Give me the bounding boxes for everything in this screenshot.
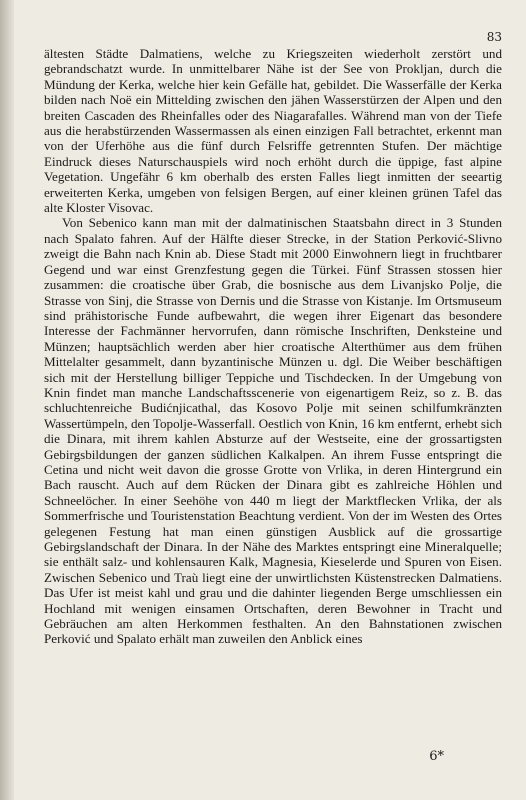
signature-mark: 6* [429, 749, 444, 764]
body-text [44, 46, 502, 647]
page-binding-shadow [0, 0, 14, 800]
paragraph-1: ältesten Städte Dalmatiens, welche zu Kriegszeiten wiederholt zerstört und gebrandschatzt wurde. In unmittelbarer Nähe ist der See von Prokljan, durch die Mündung der Kerka, welche hier kein Gefälle hat, gebildet. Die Wasserfälle der Kerka bilden nach Noë ein Mittelding zwischen den jähen Wasserstürzen der Alpen und den breiten Cascaden des Rheinfalles oder des Niagarafalles. Während man von der Tiefe aus die herabstürzenden Wassermassen als einen einzigen Fall betrachtet, erkennt man von der Uferhöhe aus die fünf durch Felsriffe getrennten Stufen. Der mächtige Eindruck dieses Naturschauspiels wird noch erhöht durch die üppige, fast alpine Vegetation. Ungefähr 6 km oberhalb des ersten Falles liegt inmitten der seeartig erweiterten Kerka, umgeben von felsigen Bergen, auf einer kleinen grünen Tafel das alte Kloster Visovac. [44, 46, 502, 216]
page-number: 83 [486, 30, 502, 44]
paragraph-2: Von Sebenico kann man mit der dalmatinischen Staatsbahn direct in 3 Stunden nach Spalato fahren. Auf der Hälfte dieser Strecke, in der Station Perković-Slivno zweigt die Bahn nach Knin ab. Diese Stadt mit 2000 Einwohnern liegt in fruchtbarer Gegend und war einst Grenzfestung gegen die Türkei. Fünf Strassen stossen hier zusammen: die croatische über Grab, die bosnische aus dem Livanjsko Polje, die Strasse von Sinj, die Strasse von Dernis und die Strasse von Kistanje. Im Ortsmuseum sind prähistorische Funde aufbewahrt, die wegen ihrer Eigenart das besondere Interesse der Fachmänner hervorrufen, dann römische Inschriften, Denksteine und Münzen; hauptsächlich werden aber hier croatische Alterthümer aus dem frühen Mittelalter gesammelt, dann byzantinische Münzen u. dgl. Die Weiber beschäftigen sich mit der Herstellung billiger Teppiche und Tischdecken. In der Umgebung von Knin findet man manche Landschaftsscenerie von eigenartigem Reiz, so z. B. das schluchtenreiche Budićnjicathal, das Kosovo Polje mit seinen schilfumkränzten Wassertümpeln, den Topolje-Wasserfall. Oestlich von Knin, 16 km entfernt, erhebt sich die Dinara, mit ihrem kahlen Absturze auf der Westseite, eine der grossartigsten Gebirgsbildungen der ganzen südlichen Kalkalpen. An ihrem Fusse entspringt die Cetina und nicht weit davon die grosse Grotte von Vrlika, in deren Hintergrund ein Bach rauscht. Auch auf dem Rücken der Dinara gibt es zahlreiche Höhlen und Schneelöcher. In einer Seehöhe von 440 m liegt der Marktflecken Vrlika, der als Sommerfrische und Touristenstation Beachtung verdient. Von der im Westen des Ortes gelegenen Festung hat man einen günstigen Ausblick auf die grossartige Gebirgslandschaft der Dinara. In der Nähe des Marktes entspringt eine Mineralquelle; sie enthält salz- und kohlensauren Kalk, Magnesia, Kieselerde und Spuren von Eisen. Zwischen Sebenico und Traù liegt eine der unwirtlichsten Küstenstrecken Dalmatiens. Das Ufer ist meist kahl und grau und die dahinter liegenden Berge umschliessen ein Hochland mit wenigen einsamen Ortschaften, deren Bewohner in Tracht und Gebräuchen am alten Herkommen festhalten. An den Bahnstationen zwischen Perković und Spalato erhält man zuweilen den Anblick eines [44, 215, 502, 647]
